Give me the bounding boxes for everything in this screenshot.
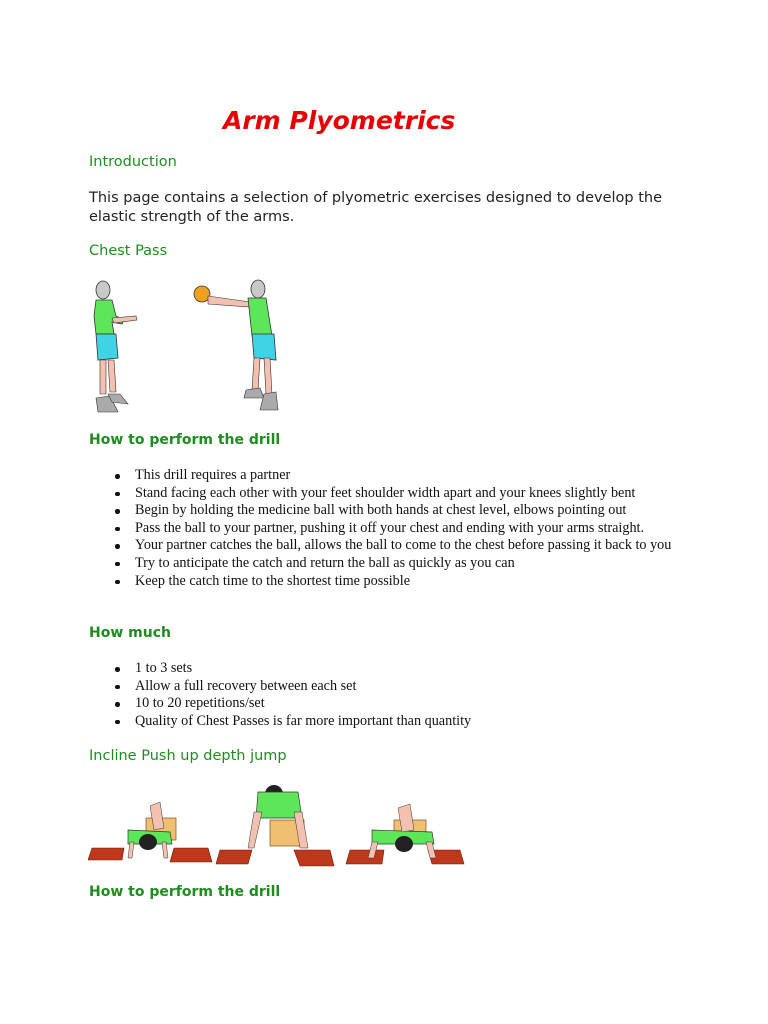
incline-push-up-heading: Incline Push up depth jump — [89, 748, 287, 764]
list-item: Quality of Chest Passes is far more important than quantity — [135, 713, 695, 731]
list-item: Try to anticipate the catch and return the ball as quickly as you can — [135, 555, 695, 573]
chest-pass-drill-heading: How to perform the drill — [89, 432, 281, 448]
how-much-heading: How much — [89, 625, 171, 641]
chest-pass-drill-list — [89, 467, 695, 590]
page-title: Arm Plyometrics — [223, 106, 456, 135]
list-item: Begin by holding the medicine ball with both hands at chest level, elbows pointing out — [135, 502, 695, 520]
list-item: This drill requires a partner — [135, 467, 695, 485]
list-item: Your partner catches the ball, allows the ball to come to the chest before passing it back to you — [135, 537, 695, 555]
passer-figure — [208, 280, 278, 410]
introduction-text: This page contains a selection of plyometric exercises designed to develop the elastic strength of the arms. — [89, 190, 663, 225]
chest-pass-heading: Chest Pass — [89, 243, 168, 259]
incline-push-up-drill-heading: How to perform the drill — [89, 884, 281, 900]
catcher-figure — [94, 281, 137, 412]
list-item: Keep the catch time to the shortest time possible — [135, 573, 695, 591]
chest-pass-illustration — [88, 276, 288, 418]
medicine-ball — [194, 286, 210, 302]
how-much-list — [89, 660, 695, 730]
list-item: 1 to 3 sets — [135, 660, 695, 678]
list-item: Stand facing each other with your feet shoulder width apart and your knees slightly bent — [135, 485, 695, 503]
list-item: Pass the ball to your partner, pushing it off your chest and ending with your arms straight. — [135, 520, 695, 538]
incline-push-up-illustration — [88, 782, 466, 868]
list-item: Allow a full recovery between each set — [135, 678, 695, 696]
introduction-heading: Introduction — [89, 154, 177, 170]
list-item: 10 to 20 repetitions/set — [135, 695, 695, 713]
